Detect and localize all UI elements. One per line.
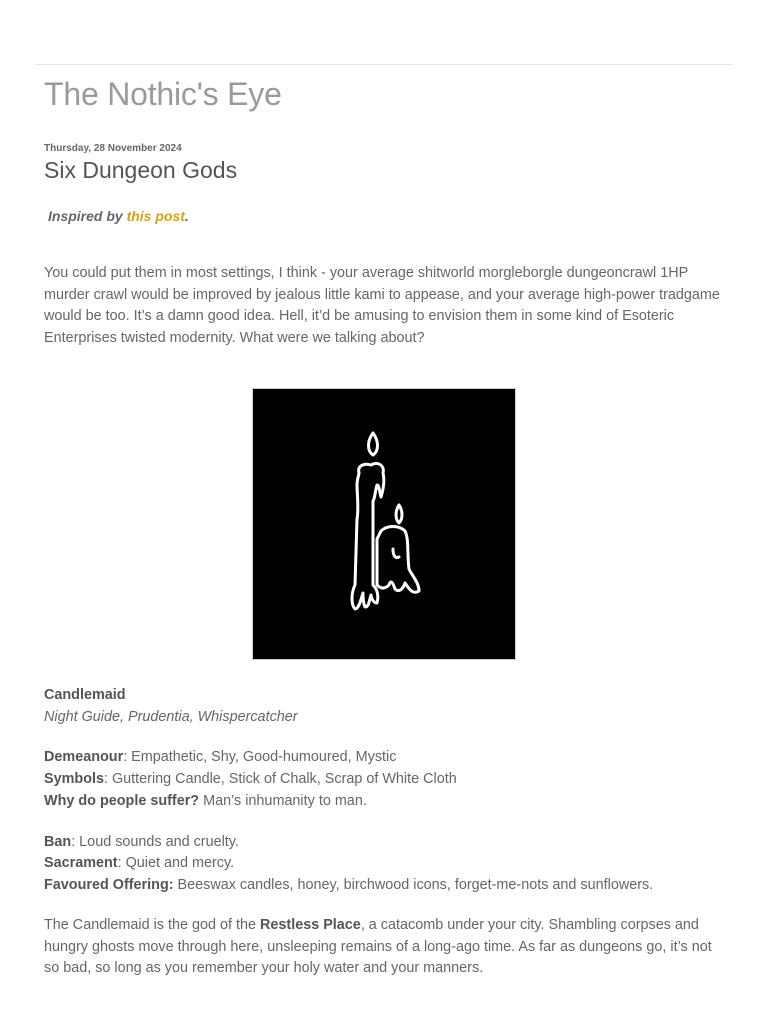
god-epithets: Night Guide, Prudentia, Whispercatcher xyxy=(44,709,298,725)
description-suffix: , a catacomb under your city. Shambling corpses and hungry ghosts move through here, unsleeping remains of a long-ago time. As far as dungeons go, it’s not so bad, so long as you remember your holy water and your manners. xyxy=(44,917,712,976)
ban-value: : Loud sounds and cruelty. xyxy=(71,834,239,850)
this-post-link[interactable]: this post xyxy=(126,208,185,224)
inspired-line xyxy=(48,207,189,225)
demeanour-value: : Empathetic, Shy, Good-humoured, Mystic xyxy=(123,749,397,765)
intro-paragraph: You could put them in most settings, I think - your average shitworld morgleborgle dungeoncrawl 1HP murder crawl would be improved by jealous little kami to appease, and your average high-power tradgame would be too. It’s a damn good idea. Hell, it’d be amusing to envision them in some kind of Esoteric Enterprises twisted modernity. What were we talking about? xyxy=(44,265,720,346)
post-date: Thursday, 28 November 2024 xyxy=(44,143,182,154)
suffer-label: Why do people suffer? xyxy=(44,793,200,809)
god-description xyxy=(44,915,728,980)
ban-line xyxy=(44,833,239,851)
sacrament-label: Sacrament xyxy=(44,855,118,871)
post-title[interactable]: Six Dungeon Gods xyxy=(44,157,238,183)
symbols-line xyxy=(44,770,457,788)
ban-label: Ban xyxy=(44,834,72,850)
suffer-line xyxy=(44,792,367,810)
blog-title[interactable]: The Nothic's Eye xyxy=(44,76,282,112)
candle-image[interactable] xyxy=(252,388,516,660)
demeanour-label: Demeanour xyxy=(44,749,124,765)
inspired-suffix: . xyxy=(184,208,189,224)
symbols-value: : Guttering Candle, Stick of Chalk, Scrap of White Cloth xyxy=(103,771,457,787)
suffer-value: Man’s inhumanity to man. xyxy=(199,793,367,809)
symbols-label: Symbols xyxy=(44,771,104,787)
demeanour-line xyxy=(44,748,396,766)
inspired-prefix: Inspired by xyxy=(48,208,127,224)
description-prefix: The Candlemaid is the god of the xyxy=(44,917,260,933)
offering-label: Favoured Offering: xyxy=(44,877,174,893)
restless-place: Restless Place xyxy=(260,917,361,933)
sacrament-value: : Quiet and mercy. xyxy=(117,855,235,871)
sacrament-line xyxy=(44,854,234,872)
offering-line xyxy=(44,876,653,894)
header-divider xyxy=(36,64,733,65)
god-name: Candlemaid xyxy=(44,687,126,703)
candle-icon xyxy=(253,389,515,659)
offering-value: Beeswax candles, honey, birchwood icons, forget-me-nots and sunflowers. xyxy=(173,877,654,893)
